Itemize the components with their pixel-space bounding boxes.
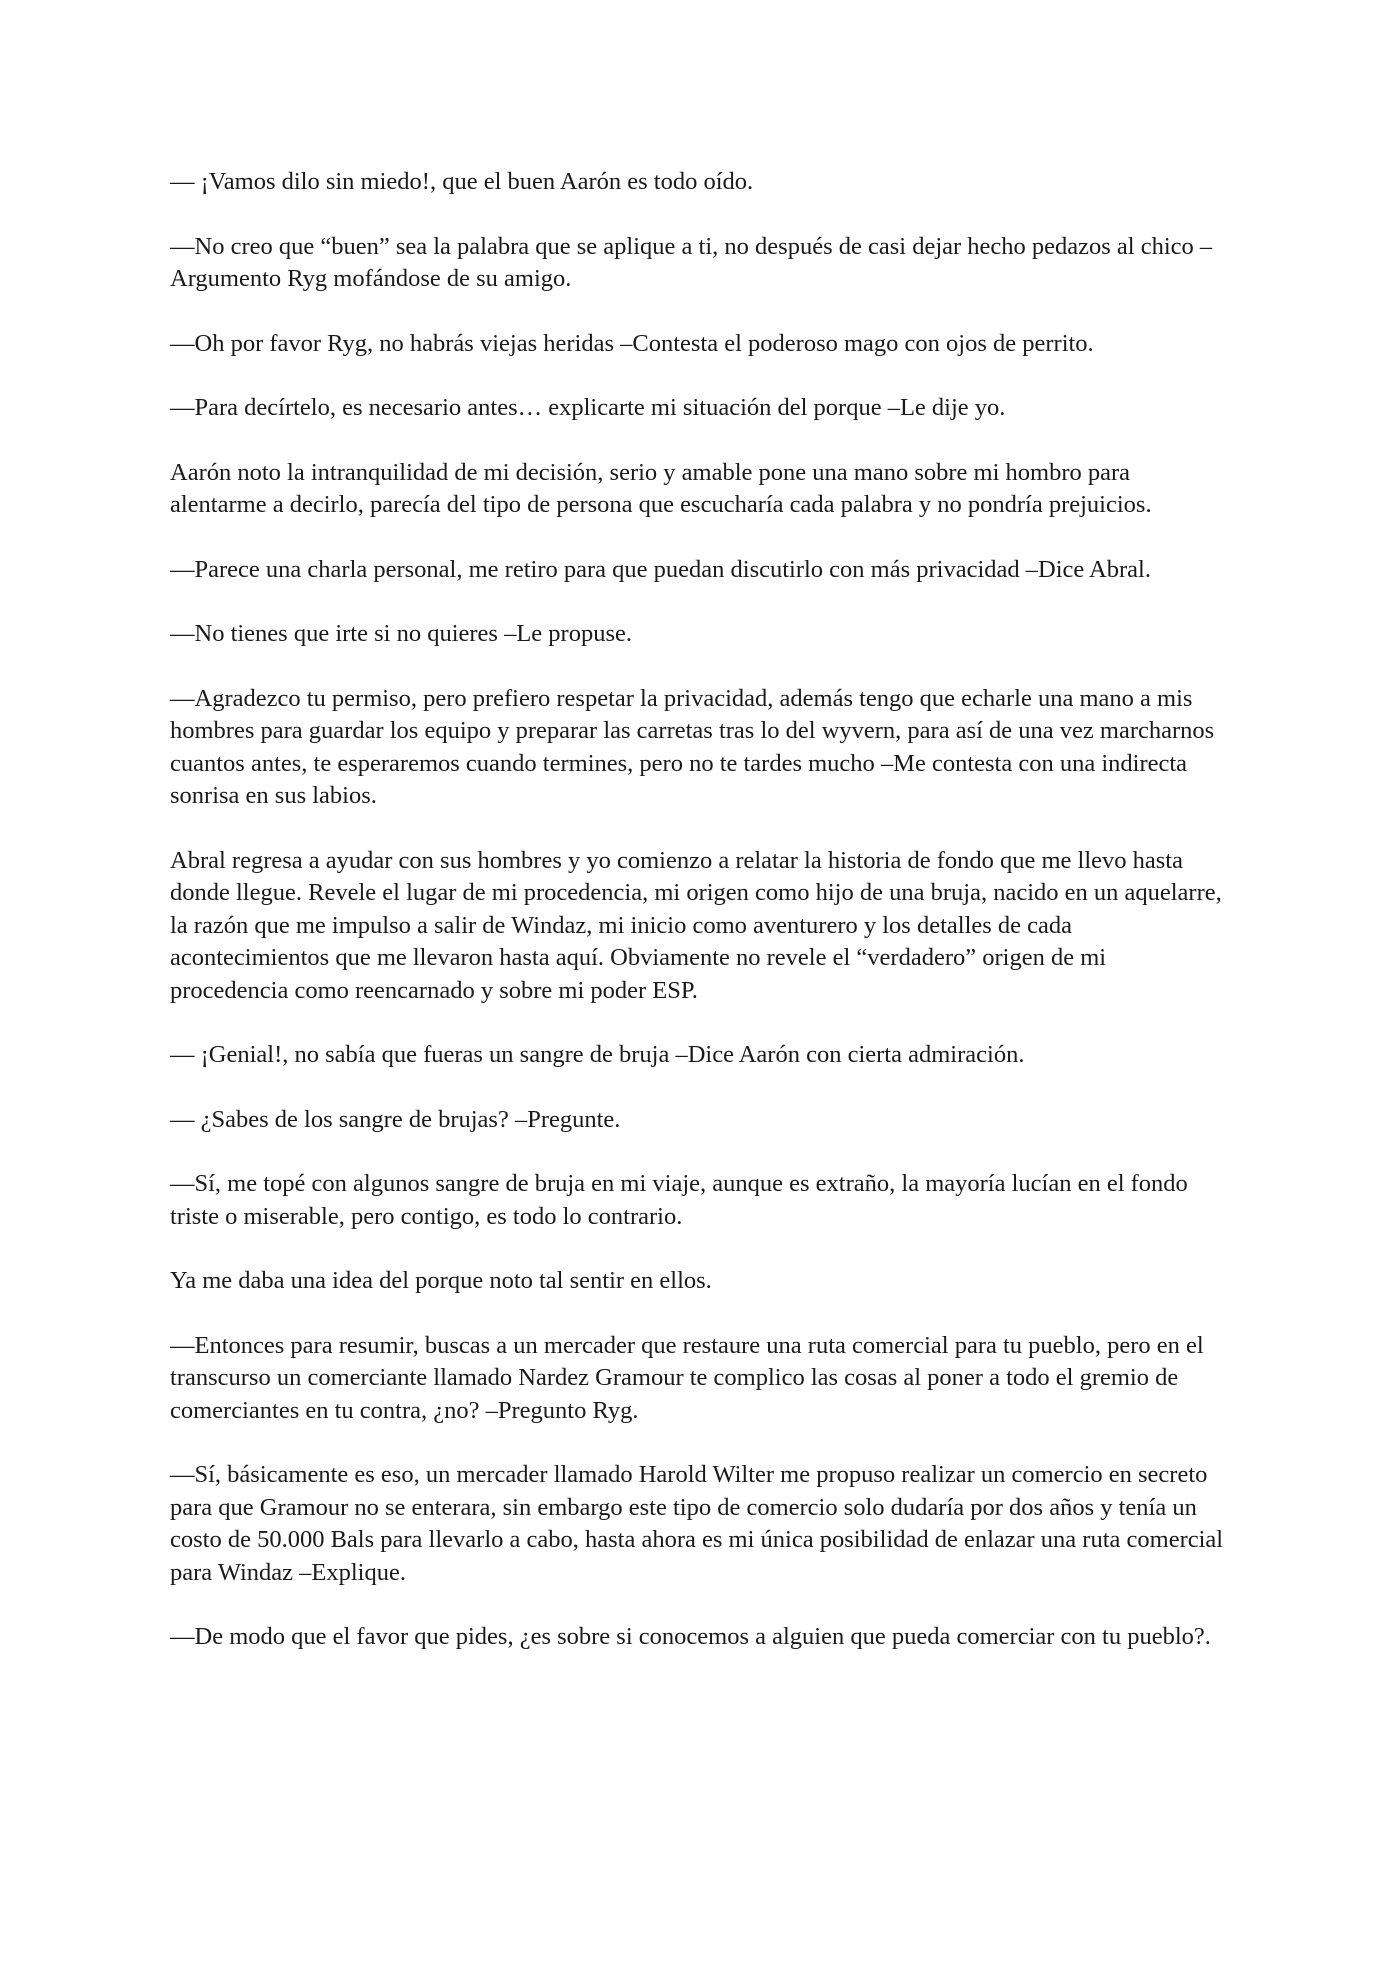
- paragraph: Ya me daba una idea del porque noto tal sentir en ellos.: [170, 1267, 712, 1294]
- paragraph: —Entonces para resumir, buscas a un mercader que restaure una ruta comercial para tu pueblo, pero en el transcurso un comerciante llamado Nardez Gramour te complico las cosas al poner a todo el gremio de comerciantes en tu contra, ¿no? –Pregunto Ryg.: [170, 1331, 1204, 1424]
- paragraph: —Sí, me topé con algunos sangre de bruja en mi viaje, aunque es extraño, la mayoría lucían en el fondo triste o miserable, pero contigo, es todo lo contrario.: [170, 1170, 1188, 1230]
- paragraph: —Sí, básicamente es eso, un mercader llamado Harold Wilter me propuso realizar un comercio en secreto para que Gramour no se enterara, sin embargo este tipo de comercio solo dudaría por dos años y tenía un costo de 50.000 Bals para llevarlo a cabo, hasta ahora es mi única posibilidad de enlazar una ruta comercial para Windaz –Explique.: [170, 1461, 1224, 1586]
- paragraph: —Oh por favor Ryg, no habrás viejas heridas –Contesta el poderoso mago con ojos de perrito.: [170, 329, 1094, 357]
- paragraph: — ¡Vamos dilo sin miedo!, que el buen Aarón es todo oído.: [170, 168, 754, 195]
- paragraph: — ¿Sabes de los sangre de brujas? –Pregunte.: [170, 1105, 621, 1133]
- paragraph: —Para decírtelo, es necesario antes… explicarte mi situación del porque –Le dije yo.: [170, 394, 1006, 421]
- paragraph: —No tienes que irte si no quieres –Le propuse.: [170, 620, 632, 647]
- paragraph: Abral regresa a ayudar con sus hombres y yo comienzo a relatar la historia de fondo que me llevo hasta donde llegue. Revele el lugar de mi procedencia, mi origen como hijo de una bruja, nacido en un aquelarre, la razón que me impulso a salir de Windaz, mi inicio como aventurero y los detalles de cada acontecimientos que me llevaron hasta aquí. Obviamente no revele el “verdadero” origen de mi procedencia como reencarnado y sobre mi poder ESP.: [170, 846, 1222, 1004]
- paragraph: Aarón noto la intranquilidad de mi decisión, serio y amable pone una mano sobre mi hombro para alentarme a decirlo, parecía del tipo de persona que escucharía cada palabra y no pondría prejuicios.: [170, 458, 1152, 518]
- paragraph: —De modo que el favor que pides, ¿es sobre si conocemos a alguien que pueda comerciar con tu pueblo?.: [170, 1623, 1211, 1650]
- paragraph: —No creo que “buen” sea la palabra que se aplique a ti, no después de casi dejar hecho pedazos al chico –Argumento Ryg mofándose de su amigo.: [170, 232, 1213, 292]
- paragraph: — ¡Genial!, no sabía que fueras un sangre de bruja –Dice Aarón con cierta admiración.: [170, 1041, 1025, 1068]
- paragraph: —Agradezco tu permiso, pero prefiero respetar la privacidad, además tengo que echarle una mano a mis hombres para guardar los equipo y preparar las carretas tras lo del wyvern, para así de una vez marcharnos cuantos antes, te esperaremos cuando termines, pero no te tardes mucho –Me contesta con una indirecta sonrisa en sus labios.: [170, 684, 1215, 809]
- paragraph: —Parece una charla personal, me retiro para que puedan discutirlo con más privacidad –Dice Abral.: [170, 555, 1151, 583]
